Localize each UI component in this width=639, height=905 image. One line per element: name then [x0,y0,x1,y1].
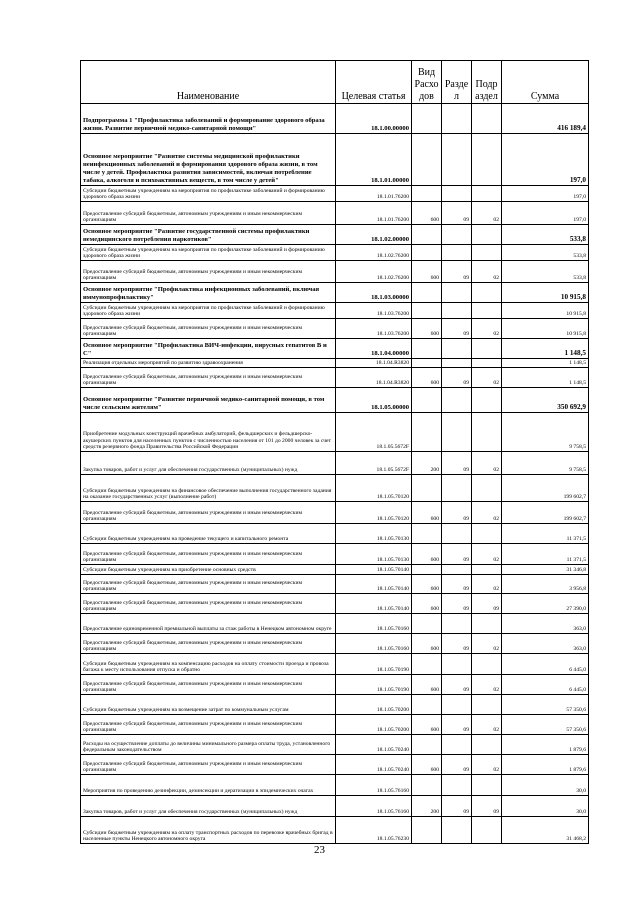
row-expense-kind: 600 [412,634,442,654]
row-name: Расходы на осуществление доплаты до величины минимального размера оплаты труда, установленного федеральным законодательством [81,735,336,755]
row-name: Предоставление субсидий бюджетным, автономным учреждениям и иным некоммерческим организациям [81,261,336,283]
table-row [81,755,589,775]
row-target-code: 18.1.03.76200 [336,319,412,339]
table-row [81,634,589,654]
row-section [442,735,472,755]
row-name: Предоставление субсидий бюджетным, автономным учреждениям и иным некоммерческим организациям [81,502,336,524]
row-subsection: 02 [472,261,502,283]
table-row [81,245,589,261]
table-row [81,654,589,675]
row-section [442,339,472,359]
row-expense-kind [412,186,442,202]
row-sum: 30,0 [502,796,589,817]
row-expense-kind [412,104,442,134]
row-target-code: 18.1.02.00000 [336,225,412,245]
row-expense-kind [412,245,442,261]
row-section: 09 [442,452,472,475]
row-section: 09 [442,715,472,735]
row-sum: 9 758,5 [502,413,589,452]
table-row [81,104,589,134]
row-subsection [472,359,502,368]
row-subsection: 02 [472,502,502,524]
row-sum: 10 915,8 [502,303,589,319]
row-section: 09 [442,544,472,565]
row-target-code: 18.1.05.70140 [336,565,412,575]
row-sum: 11 371,5 [502,544,589,565]
row-sum: 6 445,0 [502,654,589,675]
row-subsection: 02 [472,575,502,594]
table-row [81,452,589,475]
row-name: Реализация отдельных мероприятий по развитию здравоохранения [81,359,336,368]
row-expense-kind: 200 [412,796,442,817]
row-subsection: 02 [472,715,502,735]
row-sum: 1 879,6 [502,755,589,775]
row-name: Предоставление субсидий бюджетным, автономным учреждениям и иным некоммерческим организациям [81,575,336,594]
table-row [81,594,589,614]
row-expense-kind [412,565,442,575]
row-name: Предоставление субсидий бюджетным, автономным учреждениям и иным некоммерческим организациям [81,368,336,388]
row-sum: 9 758,5 [502,452,589,475]
row-section: 09 [442,755,472,775]
row-expense-kind [412,134,442,186]
row-section: 09 [442,575,472,594]
row-sum: 31 346,8 [502,565,589,575]
row-name: Закупка товаров, работ и услуг для обеспечения государственных (муниципальных) нужд [81,452,336,475]
row-name: Субсидии бюджетным учреждениям на компенсацию расходов на оплату стоимости проезда и провоза багажа к месту использования отпуска и обратно [81,654,336,675]
row-sum: 57 350,6 [502,695,589,715]
row-subsection: 02 [472,675,502,695]
row-expense-kind [412,359,442,368]
row-name: Предоставление субсидий бюджетным, автономным учреждениям и иным некоммерческим организациям [81,715,336,735]
row-target-code: 18.1.05.70190 [336,675,412,695]
row-section [442,695,472,715]
row-expense-kind: 600 [412,575,442,594]
row-section: 09 [442,675,472,695]
row-subsection [472,245,502,261]
header-section: Разде л [442,61,472,104]
row-expense-kind [412,475,442,502]
row-name: Предоставление субсидий бюджетным, автономным учреждениям и иным некоммерческим организациям [81,544,336,565]
table-row [81,715,589,735]
row-expense-kind: 200 [412,452,442,475]
row-section [442,654,472,675]
row-subsection [472,303,502,319]
row-expense-kind [412,524,442,544]
row-section [442,186,472,202]
table-row [81,675,589,695]
row-sum: 197,0 [502,186,589,202]
row-section [442,104,472,134]
row-target-code: 18.1.05.70240 [336,735,412,755]
table-row [81,368,589,388]
row-subsection [472,104,502,134]
row-sum: 1 879,6 [502,735,589,755]
row-name: Субсидии бюджетным учреждениям на проведение текущего и капитального ремонта [81,524,336,544]
row-expense-kind: 600 [412,594,442,614]
row-target-code: 18.1.05.76160 [336,796,412,817]
row-section [442,283,472,303]
row-section [442,614,472,634]
table-row [81,524,589,544]
row-sum: 416 189,4 [502,104,589,134]
header-subsection: Подр аздел [472,61,502,104]
row-expense-kind [412,388,442,413]
row-target-code: 18.1.05.70120 [336,502,412,524]
row-target-code: 18.1.05.5672F [336,452,412,475]
row-sum: 6 445,0 [502,675,589,695]
row-subsection: 02 [472,452,502,475]
row-section [442,134,472,186]
row-subsection [472,475,502,502]
row-subsection: 02 [472,368,502,388]
row-section [442,388,472,413]
table-row [81,413,589,452]
row-section: 09 [442,368,472,388]
table-row [81,388,589,413]
row-name: Субсидии бюджетным учреждениям на мероприятия по профилактике заболеваний и формированию здорового образа жизни [81,186,336,202]
row-target-code: 18.1.01.76200 [336,186,412,202]
row-section [442,245,472,261]
row-target-code: 18.1.05.00000 [336,388,412,413]
row-name: Мероприятия по проведению дезинфекции, дезинсекции и дератизации в эпидемических очагах [81,775,336,796]
row-subsection: 09 [472,796,502,817]
row-subsection [472,775,502,796]
table-header-row [81,61,589,104]
row-target-code: 18.1.04.R3820 [336,359,412,368]
row-sum: 11 371,5 [502,524,589,544]
row-sum: 30,0 [502,775,589,796]
row-target-code: 18.1.05.76160 [336,775,412,796]
row-name: Предоставление субсидий бюджетным, автономным учреждениям и иным некоммерческим организациям [81,634,336,654]
row-subsection [472,413,502,452]
row-name: Подпрограмма 1 "Профилактика заболеваний и формирование здорового образа жизни. Развитие первичной медико-санитарной помощи" [81,104,336,134]
header-name: Наименование [81,61,336,104]
row-subsection [472,565,502,575]
row-subsection: 02 [472,634,502,654]
page-number: 23 [314,844,325,856]
table-row [81,544,589,565]
row-subsection: 09 [472,594,502,614]
row-target-code: 18.1.05.70240 [336,755,412,775]
row-section [442,775,472,796]
row-section: 09 [442,634,472,654]
table-row [81,359,589,368]
row-name: Основное мероприятие "Развитие государственной системы профилактики немедицинского потребления наркотиков" [81,225,336,245]
row-target-code: 18.1.05.70160 [336,634,412,654]
row-expense-kind [412,339,442,359]
row-name: Субсидии бюджетным учреждениям на мероприятия по профилактике заболеваний и формированию здорового образа жизни [81,245,336,261]
row-expense-kind: 600 [412,368,442,388]
row-name: Предоставление субсидий бюджетным, автономным учреждениям и иным некоммерческим организациям [81,319,336,339]
row-sum: 363,0 [502,614,589,634]
row-expense-kind [412,775,442,796]
row-section: 09 [442,261,472,283]
row-name: Предоставление субсидий бюджетным, автономным учреждениям и иным некоммерческим организациям [81,594,336,614]
row-sum: 363,0 [502,634,589,654]
table-row [81,575,589,594]
row-expense-kind [412,654,442,675]
table-row [81,261,589,283]
row-subsection [472,614,502,634]
table-row [81,614,589,634]
row-name: Предоставление субсидий бюджетным, автономным учреждениям и иным некоммерческим организациям [81,202,336,225]
row-subsection [472,695,502,715]
row-target-code: 18.1.05.70160 [336,614,412,634]
table-row [81,695,589,715]
row-name: Приобретение модульных конструкций врачебных амбулаторий, фельдшерских и фельдшерско-акушерских пунктов для населенных пунктов с численностью населения от 101 до 2000 человек за счет средств резервного фонда Правительства Российской Федерации [81,413,336,452]
row-target-code: 18.1.01.76200 [336,202,412,225]
row-section: 09 [442,594,472,614]
header-expense-kind: Вид Расхо дов [412,61,442,104]
row-sum: 1 148,5 [502,339,589,359]
row-expense-kind [412,413,442,452]
row-subsection: 02 [472,319,502,339]
row-section: 09 [442,202,472,225]
table-row [81,134,589,186]
row-target-code: 18.1.02.76200 [336,245,412,261]
table-row [81,817,589,844]
row-name: Основное мероприятие "Профилактика инфекционных заболеваний, включая иммунопрофилактику" [81,283,336,303]
row-sum: 533,8 [502,261,589,283]
row-target-code: 18.1.05.70140 [336,575,412,594]
row-subsection [472,225,502,245]
row-name: Субсидии бюджетным учреждениям на возмещение затрат по коммунальным услугам [81,695,336,715]
table-row [81,475,589,502]
row-expense-kind: 600 [412,544,442,565]
row-target-code: 18.1.05.70140 [336,594,412,614]
row-section: 09 [442,319,472,339]
row-target-code: 18.1.02.76200 [336,261,412,283]
row-expense-kind [412,303,442,319]
table-body [81,104,589,844]
row-section [442,565,472,575]
row-subsection: 02 [472,544,502,565]
row-name: Субсидии бюджетным учреждениям на мероприятия по профилактике заболеваний и формированию здорового образа жизни [81,303,336,319]
row-name: Основное мероприятие "Развитие первичной медико-санитарной помощи, в том числе сельским жителям" [81,388,336,413]
row-name: Субсидии бюджетным учреждениям на приобретение основных средств [81,565,336,575]
row-subsection [472,283,502,303]
row-subsection [472,388,502,413]
row-sum: 31 468,2 [502,817,589,844]
table-row [81,283,589,303]
row-target-code: 18.1.05.76230 [336,817,412,844]
table-row [81,502,589,524]
row-section [442,524,472,544]
row-target-code: 18.1.00.00000 [336,104,412,134]
row-target-code: 18.1.05.5672F [336,413,412,452]
row-sum: 27 390,0 [502,594,589,614]
table-row [81,202,589,225]
row-subsection [472,654,502,675]
row-sum: 199 602,7 [502,502,589,524]
row-expense-kind [412,283,442,303]
row-expense-kind [412,695,442,715]
row-target-code: 18.1.05.70130 [336,544,412,565]
row-section [442,413,472,452]
row-sum: 197,0 [502,202,589,225]
table-row [81,225,589,245]
row-target-code: 18.1.05.70200 [336,715,412,735]
row-expense-kind: 600 [412,502,442,524]
row-section [442,475,472,502]
row-subsection [472,186,502,202]
row-expense-kind [412,614,442,634]
table-row [81,186,589,202]
row-expense-kind: 600 [412,675,442,695]
row-target-code: 18.1.03.00000 [336,283,412,303]
table-row [81,565,589,575]
row-sum: 197,0 [502,134,589,186]
budget-table [80,60,589,844]
row-subsection [472,735,502,755]
row-subsection [472,524,502,544]
row-section [442,303,472,319]
row-subsection: 02 [472,202,502,225]
table-row [81,775,589,796]
row-name: Предоставление субсидий бюджетным, автономным учреждениям и иным некоммерческим организациям [81,755,336,775]
row-sum: 533,8 [502,225,589,245]
row-subsection: 02 [472,755,502,775]
row-subsection [472,339,502,359]
row-target-code: 18.1.04.00000 [336,339,412,359]
row-name: Основное мероприятие "Профилактика ВИЧ-инфекции, вирусных гепатитов В и С" [81,339,336,359]
row-section: 09 [442,502,472,524]
row-expense-kind [412,817,442,844]
row-name: Предоставление субсидий бюджетным, автономным учреждениям и иным некоммерческим организациям [81,675,336,695]
row-target-code: 18.1.05.70190 [336,654,412,675]
row-name: Предоставление единовременной премиальной выплаты за стаж работы в Ненецком автономном округе [81,614,336,634]
table-row [81,796,589,817]
row-expense-kind [412,225,442,245]
row-sum: 10 915,8 [502,319,589,339]
row-sum: 57 350,6 [502,715,589,735]
row-expense-kind: 600 [412,261,442,283]
row-section [442,225,472,245]
row-expense-kind: 600 [412,202,442,225]
row-target-code: 18.1.05.70200 [336,695,412,715]
row-expense-kind: 600 [412,715,442,735]
row-expense-kind: 600 [412,755,442,775]
row-target-code: 18.1.05.70130 [336,524,412,544]
row-section [442,359,472,368]
row-expense-kind: 600 [412,319,442,339]
table-row [81,319,589,339]
row-name: Закупка товаров, работ и услуг для обеспечения государственных (муниципальных) нужд [81,796,336,817]
row-sum: 199 602,7 [502,475,589,502]
row-sum: 1 148,5 [502,368,589,388]
row-name: Субсидии бюджетным учреждениям на оплату транспортных расходов по перевозке врачебных бригад в населенные пункты Ненецкого автономного округа [81,817,336,844]
row-target-code: 18.1.03.76200 [336,303,412,319]
row-sum: 1 148,5 [502,359,589,368]
row-target-code: 18.1.01.00000 [336,134,412,186]
row-name: Основное мероприятие "Развитие системы медицинской профилактики неинфекционных заболеваний и формирования здорового образа жизни, в том числе у детей. Профилактика развития зависимостей, включая потребление табака, алкоголя и психоактивных веществ, в том числе у детей" [81,134,336,186]
row-sum: 533,8 [502,245,589,261]
row-sum: 3 956,8 [502,575,589,594]
row-name: Субсидии бюджетным учреждениям на финансовое обеспечение выполнения государственного задания на оказание государственных услуг (выполнение работ) [81,475,336,502]
row-section [442,817,472,844]
table-row [81,303,589,319]
row-sum: 10 915,8 [502,283,589,303]
row-section: 09 [442,796,472,817]
row-expense-kind [412,735,442,755]
row-target-code: 18.1.05.70120 [336,475,412,502]
table-row [81,735,589,755]
row-subsection [472,134,502,186]
row-sum: 350 692,9 [502,388,589,413]
row-subsection [472,817,502,844]
header-target-article: Целевая статья [336,61,412,104]
header-sum: Сумма [502,61,589,104]
table-row [81,339,589,359]
row-target-code: 18.1.04.R3820 [336,368,412,388]
